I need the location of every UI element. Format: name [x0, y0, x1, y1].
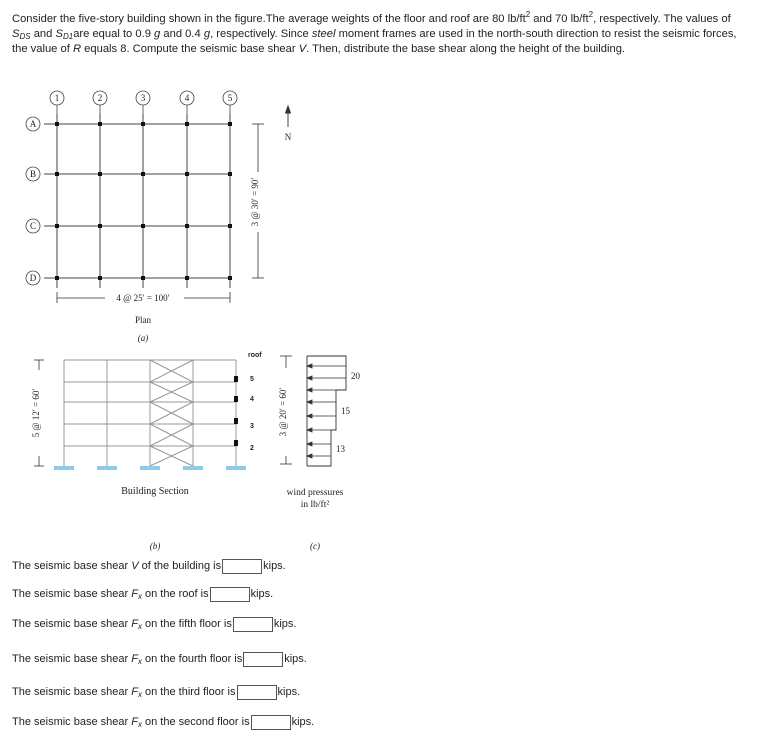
plan-grid — [44, 114, 232, 288]
plan-horizontal-dim-label: 4 @ 25′ = 100′ — [116, 293, 170, 303]
wind-caption-1: wind pressures — [286, 488, 344, 498]
plan-vertical-dim-label: 3 @ 30′ = 90′ — [250, 177, 260, 227]
fourth-floor-shear-input[interactable] — [243, 652, 283, 667]
third-floor-shear-input[interactable] — [237, 685, 277, 700]
floor-label-3: 3 — [250, 423, 254, 430]
answer-row-fifth-floor: The seismic base shear Fx on the fifth floor is kips. — [12, 618, 297, 631]
wind-value-15: 15 — [341, 406, 350, 416]
answer-row-roof: The seismic base shear Fx on the roof is kips. — [12, 588, 274, 601]
foundations — [54, 466, 246, 470]
row-label-c: C — [29, 221, 37, 231]
section-height-dim-label: 5 @ 12′ = 60′ — [31, 388, 41, 438]
building-section — [31, 352, 262, 551]
col-label-5: 5 — [227, 93, 233, 103]
north-arrow — [286, 106, 291, 127]
wind-value-20: 20 — [351, 371, 360, 381]
col-label-4: 4 — [184, 93, 190, 103]
col-label-3: 3 — [140, 93, 146, 103]
row-grid-markers — [26, 117, 40, 285]
floor-label-2: 2 — [250, 445, 254, 452]
fifth-floor-shear-input[interactable] — [233, 617, 273, 632]
answer-row-third-floor: The seismic base shear Fx on the third floor is kips. — [12, 686, 301, 699]
floor-label-roof: roof — [248, 352, 262, 359]
wind-value-13: 13 — [336, 444, 345, 454]
row-label-a: A — [29, 119, 37, 129]
plan-letter: (a) — [137, 333, 149, 343]
plan-caption: Plan — [134, 315, 152, 325]
floor-label-5: 5 — [250, 376, 254, 383]
section-letter: (b) — [149, 541, 161, 551]
x-bracing — [150, 360, 193, 466]
roof-shear-input[interactable] — [210, 587, 250, 602]
section-frame — [64, 360, 236, 466]
answer-row-second-floor: The seismic base shear Fx on the second floor is kips. — [12, 716, 315, 729]
answer-row-fourth-floor: The seismic base shear Fx on the fourth floor is kips. — [12, 653, 307, 666]
row-label-d: D — [29, 273, 37, 283]
second-floor-shear-input[interactable] — [251, 715, 291, 730]
wind-caption-2: in lb/ft² — [300, 500, 330, 510]
wind-pressure-diagram — [278, 356, 361, 551]
col-label-2: 2 — [97, 93, 103, 103]
wind-letter: (c) — [310, 541, 320, 551]
floor-label-4: 4 — [250, 396, 254, 403]
wind-dim-label: 3 @ 20′ = 60′ — [278, 387, 288, 437]
north-label: N — [284, 132, 292, 142]
base-shear-input[interactable] — [222, 559, 262, 574]
row-label-b: B — [29, 169, 37, 179]
answer-row-base-shear: The seismic base shear V of the building is kips. — [12, 560, 286, 572]
col-label-1: 1 — [54, 93, 60, 103]
plan-view — [26, 91, 292, 343]
question-text: Consider the five-story building shown in the figure.The average weights of the floor and roof are 80 $lb/ft^2$ and 70 $lb/ft^2$, respectively. The values of SDS and SD1are equal to 0.9 g and 0.4 g, respectively. Since steel moment frames are used in the north-south direction to resist the seismic forces, the value of R equals 8. Compute the seismic base shear V. Then, distribute the base shear along the height of the building. — [12, 10, 737, 55]
section-caption: Building Section — [121, 486, 189, 497]
